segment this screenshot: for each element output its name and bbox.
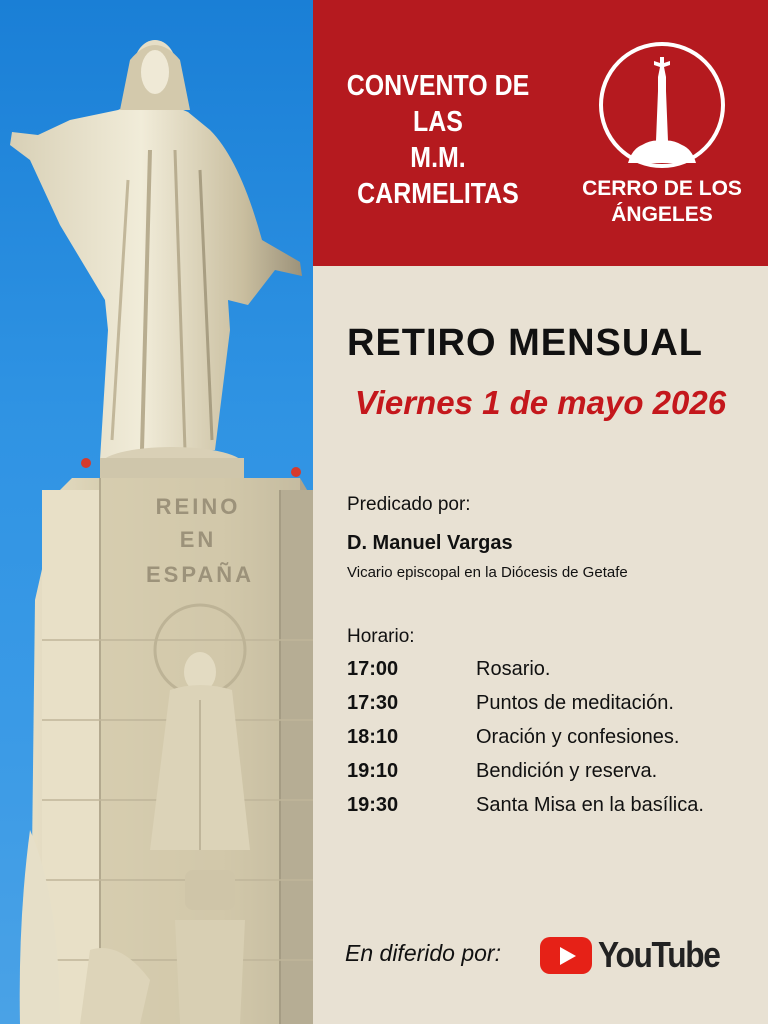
place-name	[568, 176, 756, 228]
convent-line-2: M.M. CARMELITAS	[357, 142, 519, 210]
preacher-name: D. Manuel Vargas	[347, 532, 513, 554]
schedule-activity: Rosario.	[476, 658, 551, 680]
inscription-line-3: ESPAÑA	[145, 562, 255, 587]
cerro-logo-icon	[598, 41, 726, 169]
broadcast-label: En diferido por:	[345, 940, 501, 966]
youtube-play-icon	[540, 937, 592, 974]
schedule-time: 18:10	[347, 726, 399, 748]
schedule-label: Horario:	[347, 626, 415, 647]
monument-illustration	[0, 0, 313, 1024]
schedule-time: 19:30	[347, 794, 399, 816]
schedule-row	[347, 656, 757, 690]
place-line-1: CERRO DE LOS	[582, 177, 742, 200]
place-line-2: ÁNGELES	[611, 203, 713, 226]
convent-line-1: CONVENTO DE LAS	[346, 70, 530, 138]
preacher-role: Vicario episcopal en la Diócesis de Getafe	[347, 564, 628, 581]
pedestal	[20, 478, 313, 1024]
schedule-list	[347, 656, 757, 826]
schedule-row	[347, 792, 757, 826]
schedule-row	[347, 690, 757, 724]
convent-name	[331, 68, 546, 212]
schedule-activity: Oración y confesiones.	[476, 726, 680, 748]
event-title: RETIRO MENSUAL	[347, 322, 703, 364]
schedule-activity: Bendición y reserva.	[476, 760, 658, 782]
youtube-wordmark: YouTube	[598, 934, 720, 975]
monument-photo	[0, 0, 313, 1024]
schedule-activity: Santa Misa en la basílica.	[476, 794, 704, 816]
schedule-row	[347, 758, 757, 792]
schedule-time: 17:00	[347, 658, 399, 680]
schedule-activity: Puntos de meditación.	[476, 692, 674, 714]
youtube-logo[interactable]	[540, 934, 720, 976]
inscription-line-2: EN	[179, 527, 217, 552]
preacher-label: Predicado por:	[347, 494, 471, 515]
christ-statue	[10, 40, 302, 460]
schedule-time: 19:10	[347, 760, 399, 782]
header-banner	[313, 0, 768, 266]
event-date: Viernes 1 de mayo 2026	[354, 384, 727, 421]
schedule-row	[347, 724, 757, 758]
inscription-line-1: REINO	[155, 494, 241, 519]
schedule-time: 17:30	[347, 692, 399, 714]
